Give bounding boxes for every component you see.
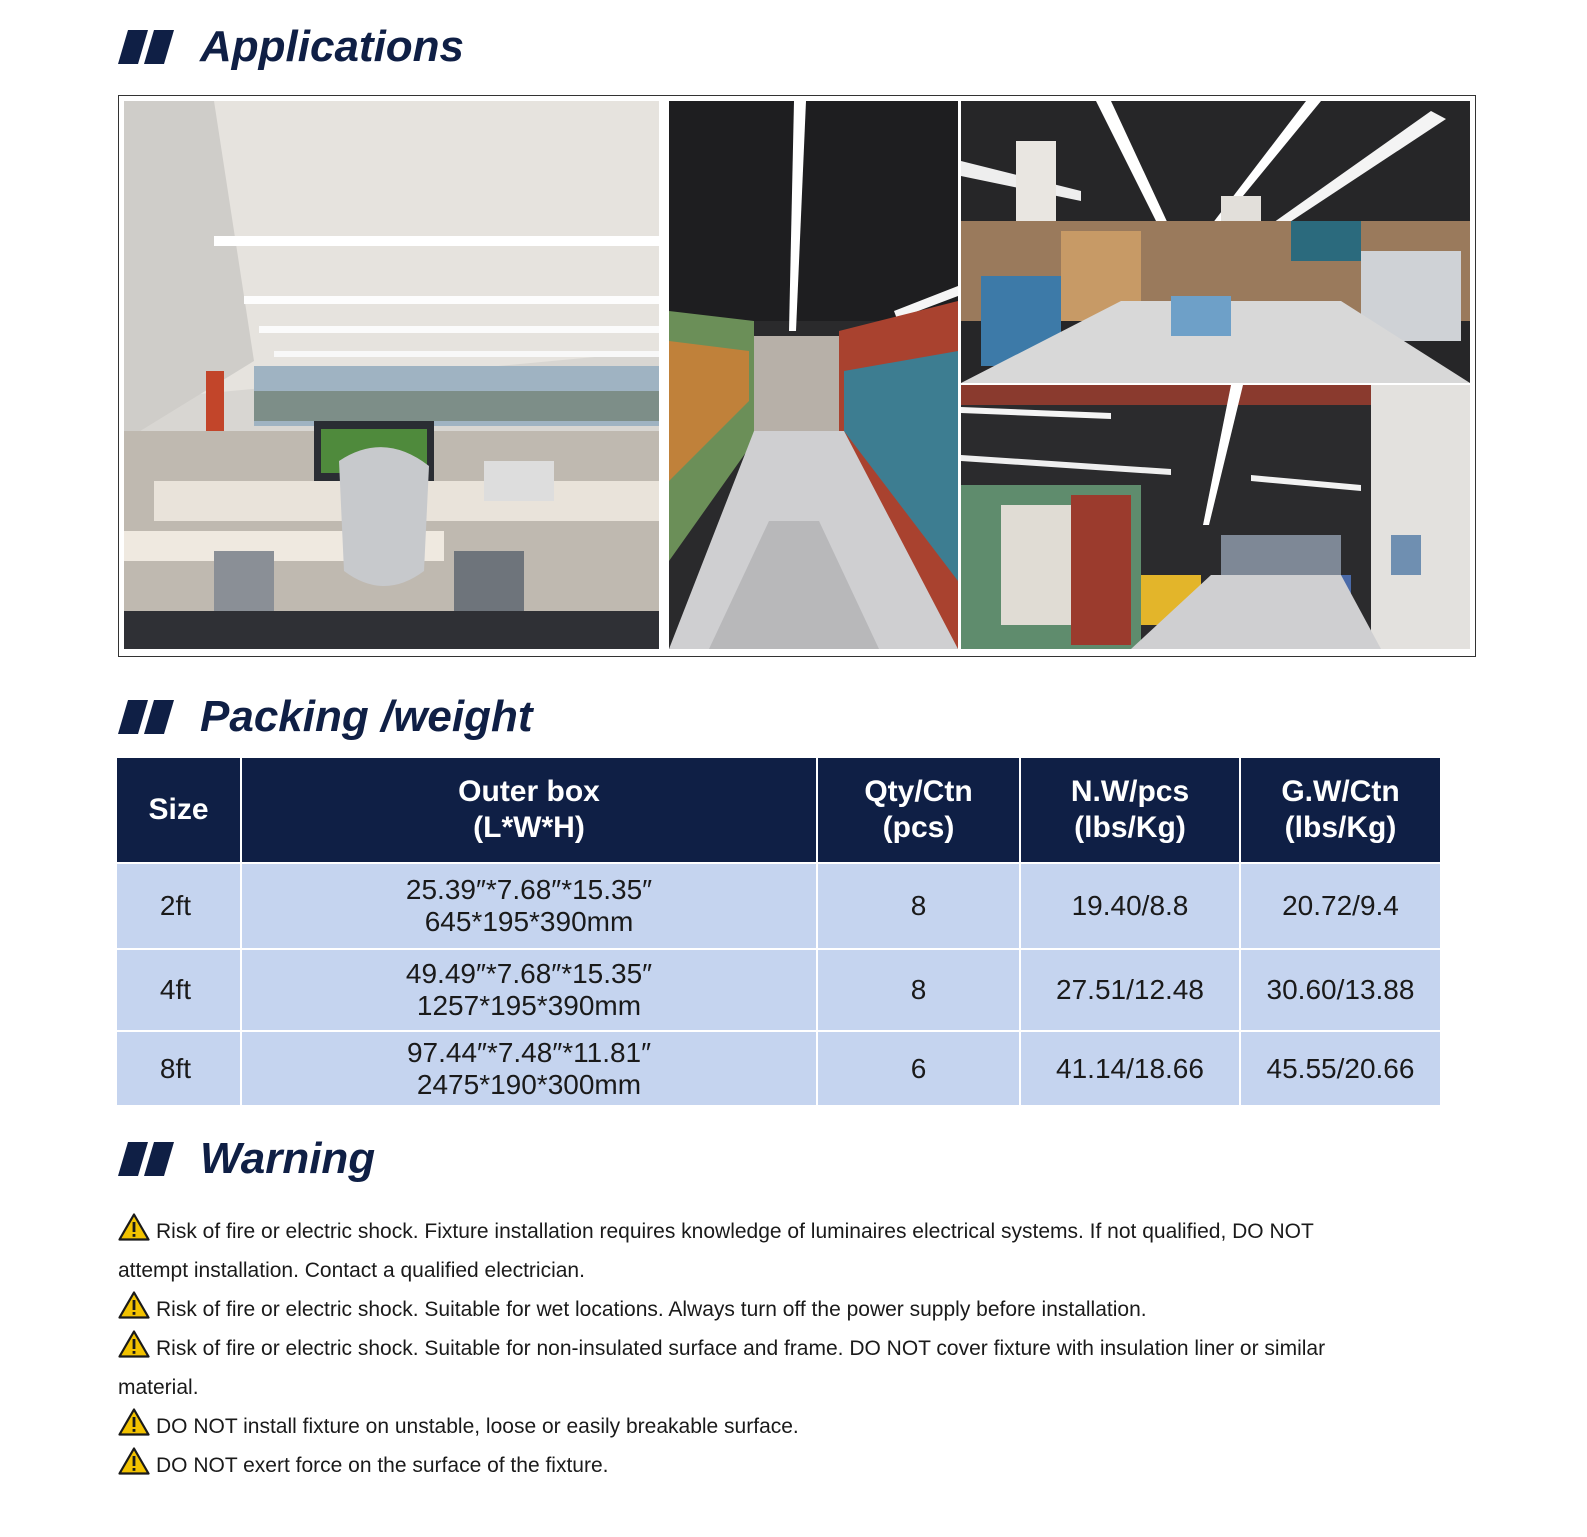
applications-photo-frame <box>118 95 1476 657</box>
cell-outer-box: 97.44″*7.48″*11.81″ 2475*190*300mm <box>241 1031 817 1105</box>
cell-gross-weight: 20.72/9.4 <box>1240 863 1440 949</box>
cell-gross-weight: 30.60/13.88 <box>1240 949 1440 1031</box>
warning-item: DO NOT exert force on the surface of the fixture. <box>118 1446 1333 1485</box>
packing-weight-table <box>117 758 1440 1105</box>
warning-title: Warning <box>200 1134 376 1183</box>
warning-triangle-icon <box>118 1447 150 1475</box>
header-qty: Qty/Ctn (pcs) <box>817 758 1020 863</box>
cell-qty: 8 <box>817 949 1020 1031</box>
warning-item: Risk of fire or electric shock. Suitable for non-insulated surface and frame. DO NOT cover fixture with insulation liner or similar material. <box>118 1329 1333 1407</box>
cell-net-weight: 41.14/18.66 <box>1020 1031 1240 1105</box>
packing-title: Packing /weight <box>200 692 533 741</box>
supermarket-photo-2 <box>961 385 1470 649</box>
table-row <box>117 1031 1440 1105</box>
cell-size: 8ft <box>117 1031 241 1105</box>
warning-item: Risk of fire or electric shock. Suitable for wet locations. Always turn off the power supply before installation. <box>118 1290 1333 1329</box>
supermarket-aisle-photo <box>669 101 958 649</box>
header-net-weight: N.W/pcs (lbs/Kg) <box>1020 758 1240 863</box>
double-slash-icon <box>118 700 176 734</box>
applications-heading <box>118 22 464 72</box>
applications-title: Applications <box>200 22 465 71</box>
cell-outer-box: 49.49″*7.68″*15.35″ 1257*195*390mm <box>241 949 817 1031</box>
cell-net-weight: 19.40/8.8 <box>1020 863 1240 949</box>
cell-net-weight: 27.51/12.48 <box>1020 949 1240 1031</box>
warning-triangle-icon <box>118 1330 150 1358</box>
warning-item: DO NOT install fixture on unstable, loose or easily breakable surface. <box>118 1407 1333 1446</box>
double-slash-icon <box>118 1142 176 1176</box>
office-photo <box>124 101 659 649</box>
warning-item: Risk of fire or electric shock. Fixture installation requires knowledge of luminaires electrical systems. If not qualified, DO NOT attempt installation. Contact a qualified electrician. <box>118 1212 1333 1290</box>
header-outer-box: Outer box (L*W*H) <box>241 758 817 863</box>
cell-qty: 8 <box>817 863 1020 949</box>
warning-triangle-icon <box>118 1213 150 1241</box>
warning-triangle-icon <box>118 1291 150 1319</box>
warning-heading <box>118 1134 375 1184</box>
table-row <box>117 949 1440 1031</box>
table-row <box>117 863 1440 949</box>
warning-triangle-icon <box>118 1408 150 1436</box>
cell-qty: 6 <box>817 1031 1020 1105</box>
cell-size: 4ft <box>117 949 241 1031</box>
double-slash-icon <box>118 30 176 64</box>
header-size: Size <box>117 758 241 863</box>
cell-gross-weight: 45.55/20.66 <box>1240 1031 1440 1105</box>
cell-outer-box: 25.39″*7.68″*15.35″ 645*195*390mm <box>241 863 817 949</box>
cell-size: 2ft <box>117 863 241 949</box>
packing-heading <box>118 692 533 742</box>
table-header-row <box>117 758 1440 863</box>
header-gross-weight: G.W/Ctn (lbs/Kg) <box>1240 758 1440 863</box>
supermarket-photo-1 <box>961 101 1470 383</box>
warning-list <box>118 1212 1333 1485</box>
